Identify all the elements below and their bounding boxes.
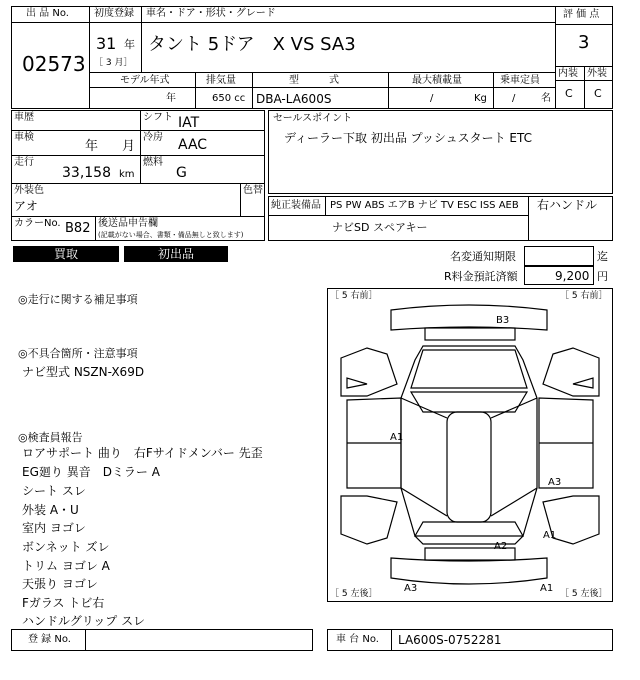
car-description: タント 5ドア X VS SA3 bbox=[148, 34, 356, 55]
damage-mark: A3 bbox=[404, 583, 418, 594]
exterior-score: C bbox=[594, 87, 602, 100]
damage-mark: A3 bbox=[548, 477, 562, 488]
exterior-label: 外装 bbox=[587, 68, 607, 79]
first-reg-year: 31 bbox=[96, 34, 117, 53]
post-report-label: 後送品申告欄 bbox=[98, 218, 158, 229]
score-value: 3 bbox=[578, 32, 590, 53]
max-load-label: 最大積載量 bbox=[412, 75, 462, 86]
equipment-label: 純正装備品 bbox=[271, 200, 321, 211]
post-item-value: ナビSD スペアキー bbox=[332, 221, 428, 234]
model-year-label: モデル年式 bbox=[120, 75, 170, 86]
max-load-unit: Kg bbox=[474, 93, 487, 104]
aircon-value: AAC bbox=[178, 137, 208, 153]
name-change-field bbox=[524, 246, 594, 266]
post-report-note: (記載がない場合、書類・備品無しと致します) bbox=[98, 231, 244, 239]
corner-rear-right: ［ 5 左後］ bbox=[560, 589, 608, 599]
mileage-unit: km bbox=[119, 169, 135, 180]
aircon-label: 冷房 bbox=[143, 132, 163, 143]
score-label: 評 価 点 bbox=[563, 9, 600, 20]
first-reg-label: 初度登録 bbox=[94, 8, 134, 19]
first-reg-year-unit: 年 bbox=[124, 38, 135, 51]
chassis-number: LA600S-0752281 bbox=[398, 633, 502, 647]
sales-point-label: セールスポイント bbox=[273, 113, 353, 124]
capacity-label: 乗車定員 bbox=[500, 75, 540, 86]
inspector-line: ボンネット ズレ bbox=[22, 540, 110, 554]
lot-number: 02573 bbox=[22, 52, 86, 76]
driving-remarks-header: ◎走行に関する補足事項 bbox=[18, 293, 138, 306]
first-listing-button[interactable]: 初出品 bbox=[124, 246, 228, 262]
defects-header: ◎不具合箇所・注意事項 bbox=[18, 347, 138, 360]
name-change-suffix: 迄 bbox=[597, 250, 608, 263]
capacity-slash: / bbox=[512, 93, 516, 104]
inspector-line: Fガラス トビ右 bbox=[22, 596, 105, 610]
damage-mark: A1 bbox=[390, 432, 404, 443]
equipment-value: PS PW ABS エアB ナビ TV ESC ISS AEB bbox=[330, 200, 519, 211]
color-no-value: B82 bbox=[65, 221, 91, 236]
mileage-value: 33,158 bbox=[62, 165, 111, 181]
inspector-header: ◎検査員報告 bbox=[18, 431, 83, 444]
damage-mark: A1 bbox=[543, 530, 557, 541]
fuel-label: 燃料 bbox=[143, 157, 163, 168]
first-reg-month: ［ 3 月］ bbox=[94, 58, 133, 68]
inspection-year: 年 bbox=[85, 139, 99, 154]
inspection-label: 車検 bbox=[14, 132, 34, 143]
inspector-line: 室内 ヨゴレ bbox=[22, 521, 86, 535]
inspector-line: EG廻り 異音 Dミラー A bbox=[22, 465, 160, 479]
car-diagram bbox=[327, 288, 613, 602]
max-load-slash: / bbox=[430, 93, 434, 104]
displacement-value: 650 cc bbox=[212, 93, 246, 104]
history-label: 車歴 bbox=[14, 112, 34, 123]
damage-mark: B3 bbox=[496, 315, 510, 326]
color-change-label: 色替 bbox=[243, 185, 263, 196]
interior-label: 内装 bbox=[558, 68, 578, 79]
displacement-label: 排気量 bbox=[206, 75, 236, 86]
reg-no-label: 登 録 No. bbox=[28, 634, 71, 645]
shift-value: IAT bbox=[178, 115, 200, 131]
inspector-line: ハンドルグリップ スレ bbox=[22, 614, 146, 628]
inspector-line: シート スレ bbox=[22, 484, 86, 498]
model-type-value: DBA-LA600S bbox=[256, 92, 332, 106]
ext-color-value: アオ bbox=[14, 199, 38, 213]
sales-point-value: ディーラー下取 初出品 プッシュスタート ETC bbox=[284, 131, 532, 145]
ext-color-label: 外装色 bbox=[14, 185, 44, 196]
recycle-unit: 円 bbox=[597, 270, 608, 283]
defects-line: ナビ型式 NSZN-X69D bbox=[22, 365, 145, 379]
mileage-label: 走行 bbox=[14, 157, 34, 168]
name-change-label: 名変通知期限 bbox=[450, 250, 516, 263]
corner-rear-left: ［ 5 左後］ bbox=[330, 589, 378, 599]
car-desc-label: 車名・ドア・形状・グレード bbox=[146, 8, 276, 19]
steering-value: 右ハンドル bbox=[537, 198, 598, 212]
interior-score: C bbox=[565, 87, 573, 100]
recycle-label: R料金預託済額 bbox=[444, 270, 518, 283]
model-type-label: 型 式 bbox=[289, 75, 339, 86]
damage-mark: A2 bbox=[494, 541, 508, 552]
fuel-value: G bbox=[176, 165, 187, 181]
corner-front-right: ［ 5 右前］ bbox=[560, 291, 608, 301]
inspector-line: 外装 A・U bbox=[22, 503, 79, 517]
color-no-label: カラーNo. bbox=[14, 218, 61, 229]
capacity-unit: 名 bbox=[541, 93, 551, 104]
model-year-unit: 年 bbox=[166, 93, 176, 104]
recycle-amount: 9,200 bbox=[555, 269, 590, 283]
inspector-line: 天張り ヨゴレ bbox=[22, 577, 98, 591]
inspector-line: トリム ヨゴレ A bbox=[22, 559, 110, 573]
corner-front-left: ［ 5 右前］ bbox=[330, 291, 378, 301]
inspection-month: 月 bbox=[122, 139, 136, 154]
chassis-label: 車 台 No. bbox=[336, 634, 379, 645]
damage-mark: A1 bbox=[540, 583, 554, 594]
purchase-button[interactable]: 買取 bbox=[13, 246, 119, 262]
shift-label: シフト bbox=[143, 112, 173, 123]
inspector-line: ロアサポート 曲り 右Fサイドメンバー 先歪 bbox=[22, 446, 263, 460]
lot-no-label: 出 品 No. bbox=[26, 8, 69, 19]
